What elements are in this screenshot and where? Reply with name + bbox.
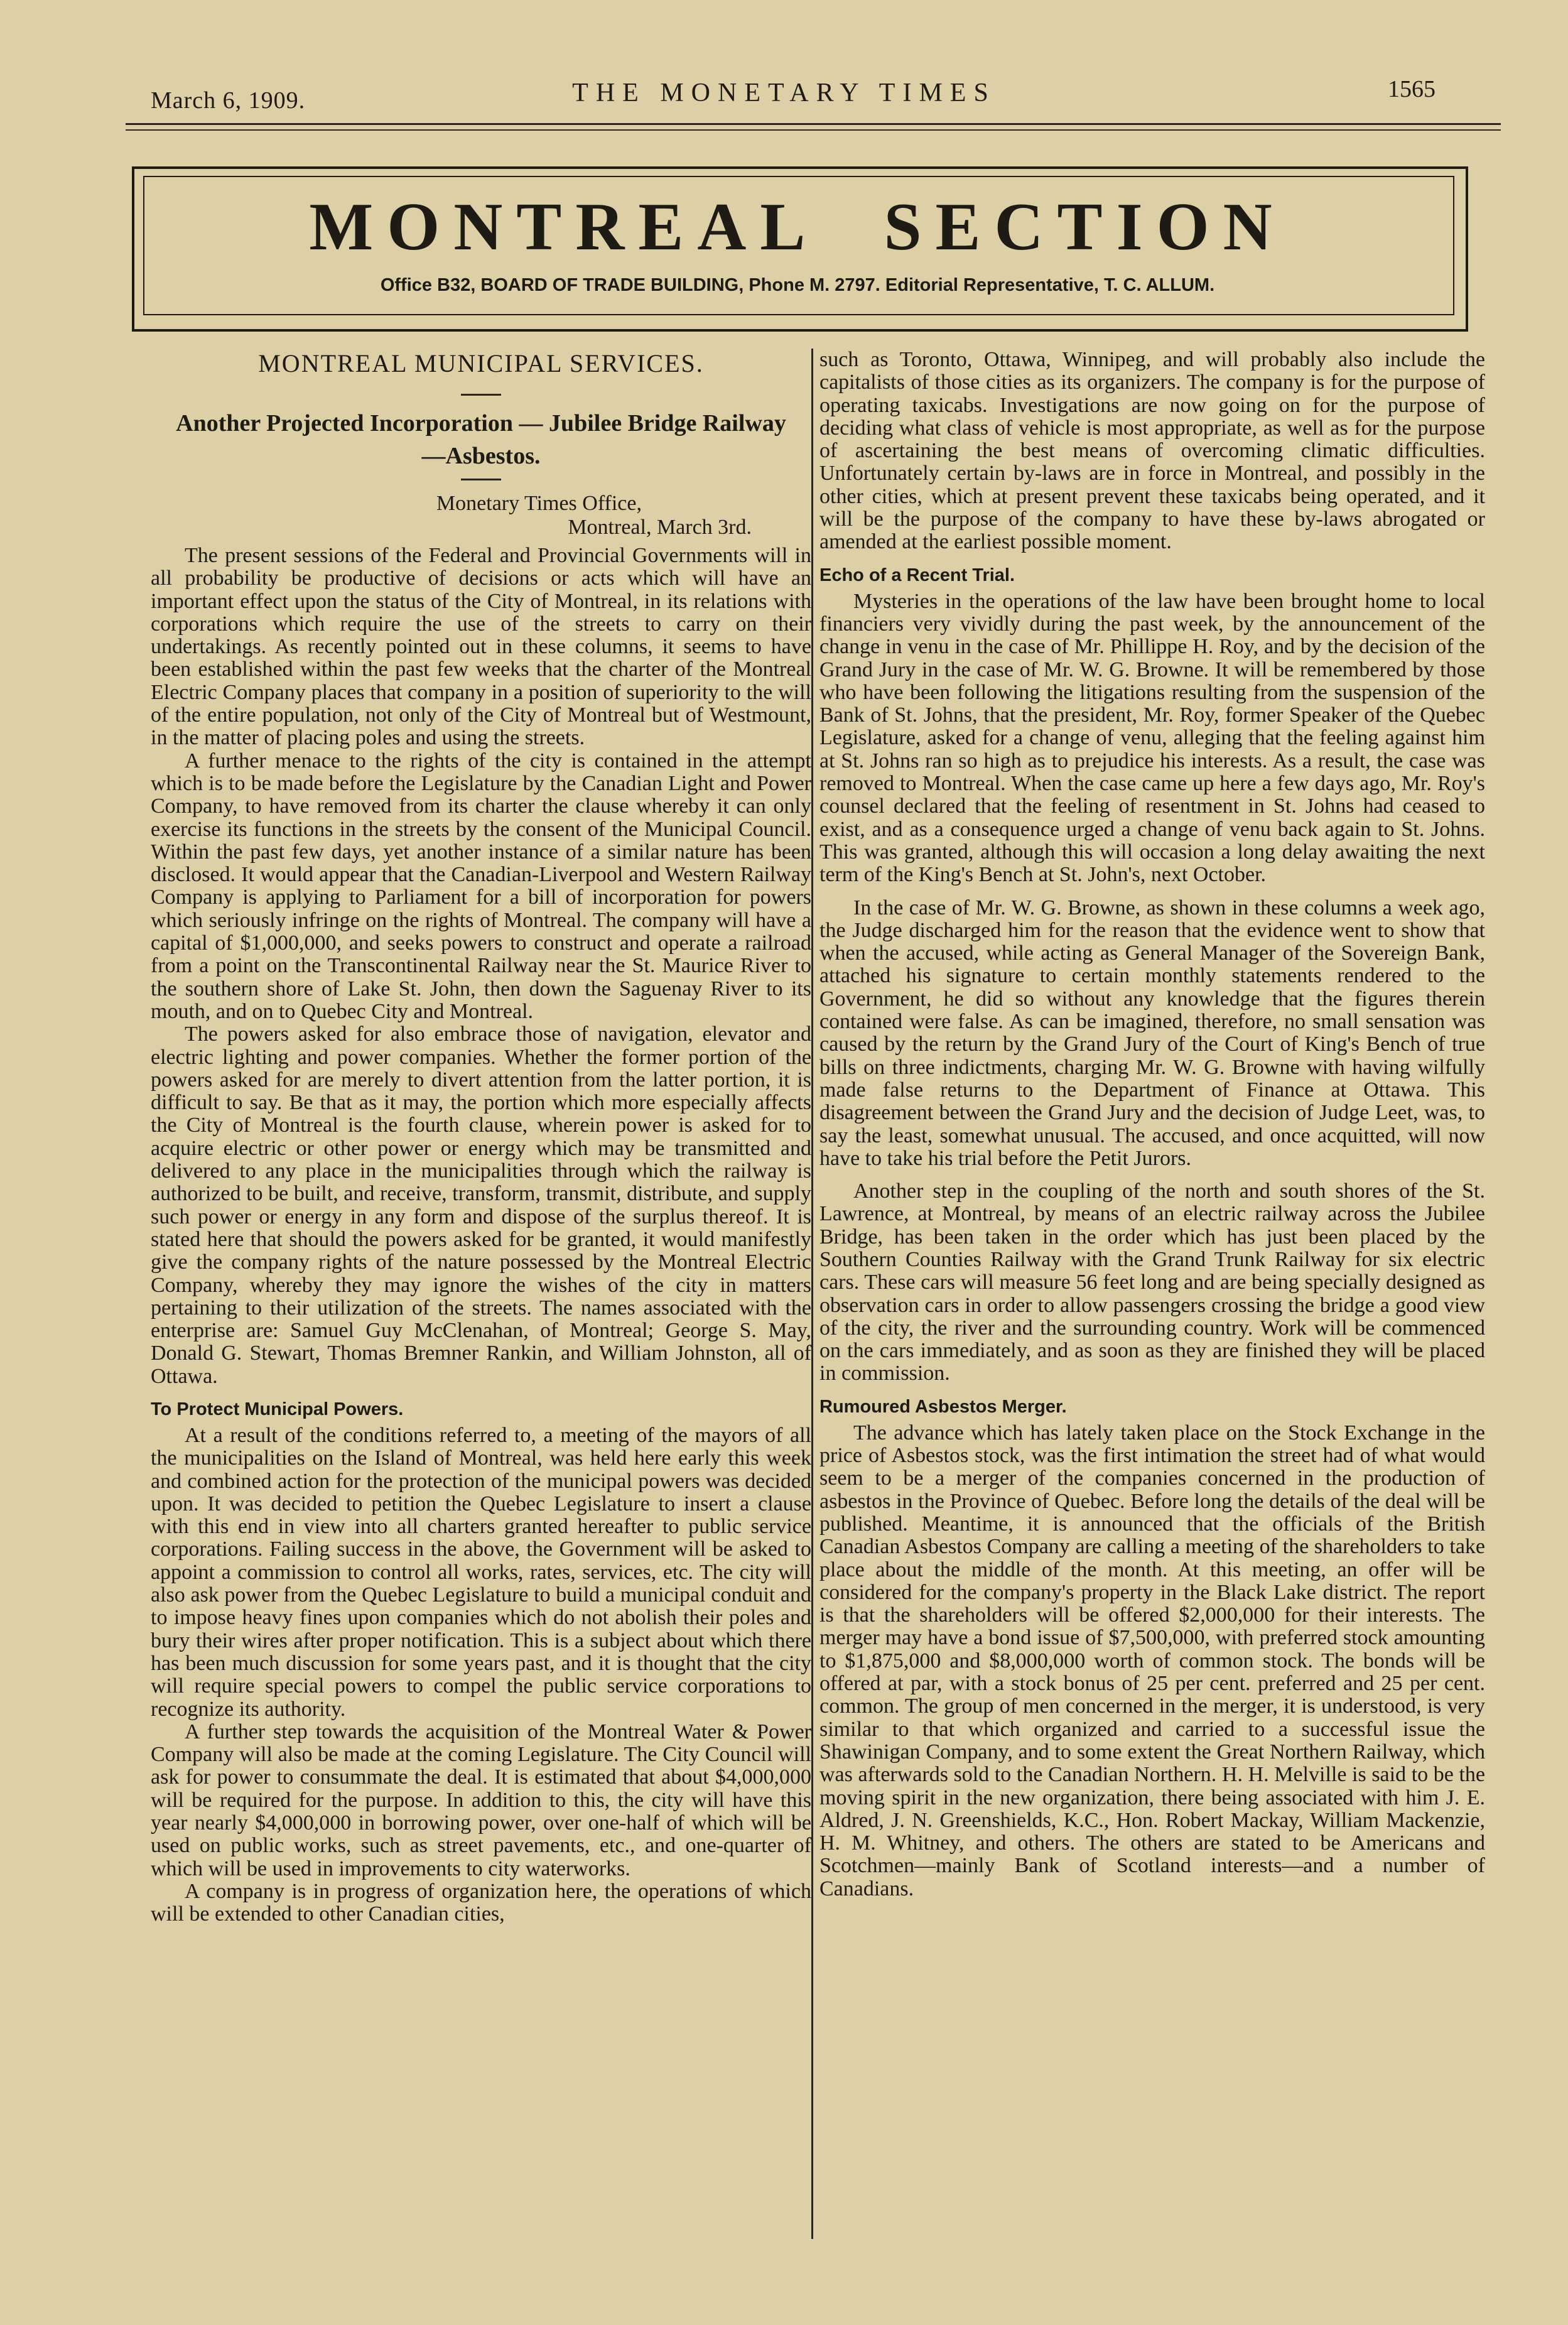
paragraph: such as Toronto, Ottawa, Winnipeg, and will probably also include the capitalists of those cities as its organizers. The company is for the purpose of operating taxicabs. Investigations are now going on for the purpose of deciding what class of vehicle is most appropriate, as well as for the purpose of ascertaining the best means of overcoming climatic difficulties. Unfortunately certain by-laws are in force in Montreal, and possibly in the other cities, which at present prevent these taxicabs being operated, and it will be the purpose of the company to have these by-laws abrogated or amended at the earliest possible moment. (819, 348, 1485, 554)
paragraph: Another step in the coupling of the north and south shores of the St. Lawrence, at Montreal, by means of an electric railway across the Jubilee Bridge, has been taken in the order which has just been placed by the Southern Counties Railway with the Grand Trunk Railway for six electric cars. These cars will measure 56 feet long and are being specially designed as observation cars in order to allow passengers crossing the bridge a good view of the city, the river and the surrounding country. Work will be commenced on the cars immediately, and as soon as they are finished they will be placed in commission. (819, 1179, 1485, 1385)
column-divider (811, 349, 813, 2239)
header-rule (126, 123, 1501, 125)
page-number: 1565 (1388, 76, 1436, 102)
paragraph: The advance which has lately taken place on the Stock Exchange in the price of Asbestos stock, was the first intimation the street had of what would seem to be a merger of the companies concerned in the production of asbestos in the Province of Quebec. Before long the details of the deal will be published. Meantime, it is announced that the officials of the British Canadian Asbestos Company are calling a meeting of the shareholders to take place about the middle of the month. At this meeting, an offer will be considered for the company's property in the Black Lake district. The report is that the shareholders will be offered $2,000,000 for their interests. The merger may have a bond issue of $7,500,000, with preferred stock amounting to $1,875,000 and $8,000,000 worth of common stock. The bonds will be offered at par, with a stock bonus of 25 per cent. preferred and 25 per cent. common. The group of men concerned in the merger, it is understood, is very similar to that which organized and carried to a successful issue the Shawinigan Company, and to some extent the Great Northern Railway, which was afterwards sold to the Canadian Northern. H. H. Melville is said to be the moving spirit in the new organization, there being associated with him J. E. Aldred, J. N. Greenshields, K.C., Hon. Robert Mackay, William Mackenzie, H. M. Whitney, and others. The others are stated to be Americans and Scotchmen—mainly Bank of Scotland interests—and a number of Canadians. (819, 1421, 1485, 1900)
paragraph: Mysteries in the operations of the law have been brought home to local financiers very vividly during the past week, by the announcement of the change in venu in the case of Mr. Phillippe H. Roy, and by the decision of the Grand Jury in the case of Mr. W. G. Browne. It will be remembered by those who have been following the litigations resulting from the suspension of the Bank of St. Johns, that the president, Mr. Roy, former Speaker of the Quebec Legislature, asked for a change of venu, alleging that the feeling against him at St. Johns ran so high as to prejudice his interests. As a result, the case was removed to Montreal. When the case came up here a few days ago, Mr. Roy's counsel declared that the feeling of resentment in St. Johns had ceased to exist, and as a consequence urged a change of venu back again to St. Johns. This was granted, although this will occasion a long delay awaiting the next term of the King's Bench at St. John's, next October. (819, 589, 1485, 887)
paragraph: A further menace to the rights of the city is contained in the attempt which is to be made before the Legislature by the Canadian Light and Power Company, to have removed from its charter the clause whereby it can only exercise its functions in the streets by the consent of the Municipal Council. Within the past few days, yet another instance of a similar nature has been disclosed. It would appear that the Canadian-Liverpool and Western Railway Company is applying to Parliament for a bill of incorporation for powers which seriously infringe on the rights of Montreal. The company will have a capital of $1,000,000, and seeks powers to construct and operate a railroad from a point on the Transcontinental Railway near the St. Maurice River to the southern shore of Lake St. John, then down the Saguenay River to its mouth, and on to Quebec City and Montreal. (151, 749, 811, 1023)
section-title: MONTREAL SECTION (309, 190, 1286, 264)
paragraph: The powers asked for also embrace those of navigation, elevator and electric lighting and power companies. Whether the former portion of the powers asked for are merely to divert attention from the latter portion, it is difficult to say. Be that as it may, the portion which more especially affects the City of Montreal is the fourth clause, wherein power is asked for to acquire electric or other power or energy which may be transmitted and delivered to any place in the municipalities through which the railway is authorized to be built, and receive, transform, transmit, distribute, and supply such power or energy in any form and dispose of the surplus thereof. It is stated here that should the powers asked for be granted, it would manifestly give the company rights of the nature possessed by the Montreal Electric Company, whereby they may ignore the wishes of the city in matters pertaining to their utilization of the streets. The names associated with the enterprise are: Samuel Guy McClenahan, of Montreal; George S. May, Donald G. Stewart, Thomas Bremner Rankin, and William Johnston, all of Ottawa. (151, 1022, 811, 1388)
paragraph: A further step towards the acquisition of the Montreal Water & Power Company will also be made at the coming Legislature. The City Council will ask for power to consummate the deal. It is estimated that about $4,000,000 will be required for the purpose. In addition to this, the city will have this year nearly $4,000,000 in borrowing power, over one-half of which will be used on public works, such as street pavements, etc., and one-quarter of which will be used in improvements to city waterworks. (151, 1720, 811, 1880)
section-subtitle: Office B32, BOARD OF TRADE BUILDING, Phone M. 2797. Editorial Representative, T. C. ALLUM. (380, 275, 1215, 295)
subsection-heading: Echo of a Recent Trial. (819, 565, 1015, 585)
dateline-place: Montreal, March 3rd. (568, 516, 752, 539)
subheadline-divider (461, 479, 501, 480)
subsection-heading: To Protect Municipal Powers. (151, 1399, 404, 1419)
paragraph: In the case of Mr. W. G. Browne, as shown in these columns a week ago, the Judge discharged him for the reason that the evidence went to show that when the accused, while acting as General Manager of the Sovereign Bank, attached his signature to certain monthly statements rendered to the Government, he did so without any knowledge that the figures therein contained were false. As can be imagined, therefore, no small sensation was caused by the return by the Grand Jury of the Court of King's Bench of true bills on three indictments, charging Mr. W. G. Browne with having wilfully made false returns to the Department of Finance at Ottawa. This disagreement between the Grand Jury and the decision of Judge Leet, was, to say the least, somewhat unusual. The accused, and once acquitted, will now have to take his trial before the Petit Jurors. (819, 896, 1485, 1170)
left-column (151, 349, 811, 1926)
publication-title: THE MONETARY TIMES (572, 79, 996, 107)
issue-date: March 6, 1909. (151, 87, 306, 114)
headline-divider (461, 394, 501, 396)
paragraph: A company is in progress of organization here, the operations of which will be extended to other Canadian cities, (151, 1879, 811, 1926)
right-column (819, 349, 1485, 1900)
dateline-office: Monetary Times Office, (436, 492, 642, 515)
subsection-heading: Rumoured Asbestos Merger. (819, 1396, 1067, 1417)
paragraph: At a result of the conditions referred to, a meeting of the mayors of all the municipalities on the Island of Montreal, was held here early this week and combined action for the protection of the municipal powers was decided upon. It was decided to petition the Quebec Legislature to insert a clause with this end in view into all charters granted hereafter to public service corporations. Failing success in the above, the Government will be asked to appoint a commission to control all works, rates, services, etc. The city will also ask power from the Quebec Legislature to build a municipal conduit and to impose heavy fines upon companies which do not abolish their poles and bury their wires after proper notification. This is a subject about which there has been much discussion for some years past, and it is thought that the city will require special powers to compel the public service corporations to recognize its authority. (151, 1423, 811, 1721)
article-headline: MONTREAL MUNICIPAL SERVICES. (258, 349, 704, 377)
paragraph: The present sessions of the Federal and Provincial Governments will in all probability be productive of decisions or acts which will have an important effect upon the status of the City of Montreal, in its relations with corporations which require the use of the streets to carry on their undertakings. As recently pointed out in these columns, it seems to have been established within the past few weeks that the charter of the Montreal Electric Company places that company in a position of superiority to the will of the entire population, not only of the City of Montreal but of Westmount, in the matter of placing poles and using the streets. (151, 544, 811, 750)
article-subheadline: Another Projected Incorporation — Jubilee Bridge Railway—Asbestos. (176, 410, 786, 469)
header-rule-thin (126, 129, 1501, 131)
